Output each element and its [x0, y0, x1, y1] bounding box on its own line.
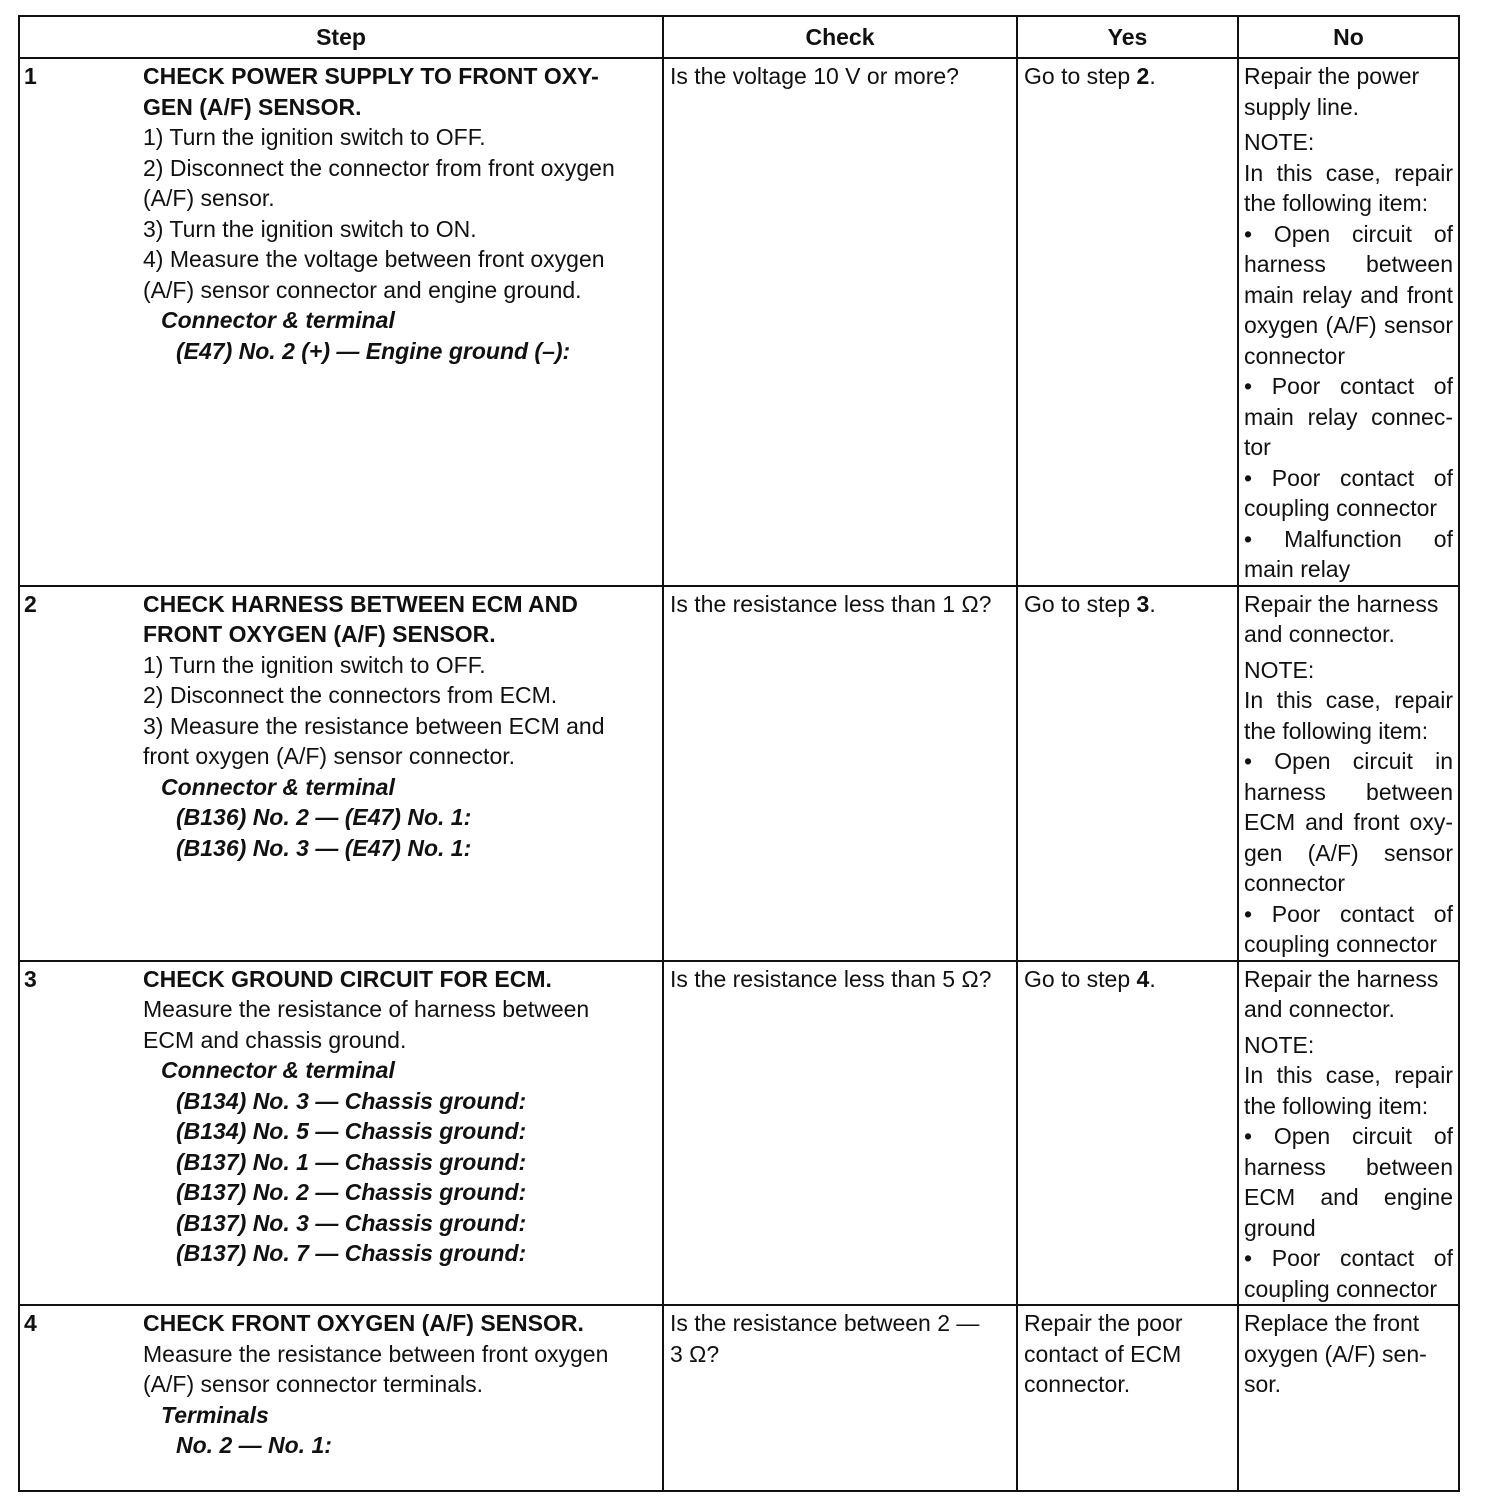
yes-text: connector.: [1024, 1371, 1131, 1397]
no-main-text: oxygen (A/F) sen-: [1244, 1340, 1427, 1367]
step-instruction: Measure the resistance between front oxygen: [143, 1340, 609, 1367]
yes-text: Go to step: [1024, 965, 1137, 992]
connector-label: Connector & terminal: [161, 1057, 395, 1083]
step-title: CHECK POWER SUPPLY TO FRONT OXY-: [143, 63, 599, 89]
check-cell: [663, 58, 1017, 586]
table-row-step-3: [19, 961, 1459, 1306]
connector-label: Connector & terminal: [161, 773, 395, 800]
header-row: [19, 16, 1459, 58]
check-question: Is the voltage 10 V or more?: [670, 63, 959, 89]
terminal-spec: (B137) No. 2 — Chassis ground:: [176, 1179, 527, 1205]
step-cell: [19, 586, 663, 961]
step-instruction: Measure the resistance of harness between: [143, 996, 590, 1022]
check-question: Is the resistance less than 1 Ω?: [670, 590, 992, 617]
no-cell: [1238, 961, 1459, 1306]
header-step: Step: [19, 16, 663, 58]
step-title: FRONT OXYGEN (A/F) SENSOR.: [143, 621, 496, 647]
note-item: • Open circuit of harness between main relay and front oxygen (A/F) sensor connector: [1244, 220, 1453, 369]
yes-cell: [1017, 58, 1238, 586]
connector-label: Connector & terminal: [161, 307, 395, 333]
no-main-text: and connector.: [1244, 996, 1395, 1022]
check-question: Is the resistance between 2 —: [670, 1310, 980, 1336]
terminal-spec: (B137) No. 1 — Chassis ground:: [176, 1148, 527, 1175]
yes-step-number: 2: [1136, 63, 1150, 89]
no-cell: [1238, 1305, 1459, 1491]
check-question: 3 Ω?: [670, 1340, 720, 1367]
note-item: • Poor contact of coupling connector: [1244, 900, 1453, 957]
step-cell: [19, 961, 663, 1306]
step-title: CHECK FRONT OXYGEN (A/F) SENSOR.: [143, 1310, 584, 1336]
terminal-spec: (B137) No. 3 — Chassis ground:: [176, 1209, 527, 1236]
step-title: GEN (A/F) SENSOR.: [143, 93, 362, 120]
no-cell: [1238, 586, 1459, 961]
step-instruction: 3) Measure the resistance between ECM and: [143, 712, 605, 739]
no-main-text: Repair the power: [1244, 63, 1420, 89]
step-number: 1: [24, 63, 37, 89]
terminal-spec: (E47) No. 2 (+) — Engine ground (–):: [176, 337, 571, 364]
header-yes: Yes: [1017, 16, 1238, 58]
no-main-text: and connector.: [1244, 621, 1395, 647]
note-item: • Poor contact of main relay connec-tor: [1244, 373, 1453, 460]
note-text: In this case, repair the following item:: [1244, 159, 1453, 216]
step-instruction: 1) Turn the ignition switch to OFF.: [143, 651, 486, 678]
header-check: Check: [663, 16, 1017, 58]
note-text: In this case, repair the following item:: [1244, 687, 1453, 744]
note-item: • Poor contact of coupling connector: [1244, 464, 1453, 521]
step-instruction: 3) Turn the ignition switch to ON.: [143, 215, 477, 242]
note-text: In this case, repair the following item:: [1244, 1062, 1453, 1119]
yes-suffix: .: [1149, 590, 1156, 617]
check-cell: [663, 1305, 1017, 1491]
yes-suffix: .: [1149, 63, 1156, 89]
no-main-text: sor.: [1244, 1371, 1282, 1397]
check-cell: [663, 961, 1017, 1306]
check-cell: [663, 586, 1017, 961]
step-cell: [19, 1305, 663, 1491]
yes-step-number: 3: [1136, 590, 1150, 617]
step-number: 2: [24, 590, 37, 617]
note-label: NOTE:: [1244, 1031, 1315, 1058]
terminal-spec: (B134) No. 3 — Chassis ground:: [176, 1087, 527, 1114]
step-instruction: (A/F) sensor connector terminals.: [143, 1371, 484, 1397]
no-main-text: Replace the front: [1244, 1310, 1420, 1336]
terminal-spec: (B137) No. 7 — Chassis ground:: [176, 1240, 527, 1266]
step-title: CHECK HARNESS BETWEEN ECM AND: [143, 590, 578, 617]
step-cell: [19, 58, 663, 586]
yes-text: Go to step: [1024, 590, 1137, 617]
table-row-step-1: [19, 58, 1459, 586]
step-instruction: 4) Measure the voltage between front oxygen: [143, 246, 605, 272]
header-no: No: [1238, 16, 1459, 58]
yes-text: Go to step: [1024, 63, 1137, 89]
terminal-spec: (B134) No. 5 — Chassis ground:: [176, 1118, 527, 1144]
terminal-spec: (B136) No. 2 — (E47) No. 1:: [176, 804, 472, 830]
table-row-step-2: [19, 586, 1459, 961]
terminal-spec: No. 2 — No. 1:: [176, 1432, 332, 1458]
yes-cell: [1017, 586, 1238, 961]
yes-step-number: 4: [1136, 965, 1150, 992]
no-cell: [1238, 58, 1459, 586]
step-instruction: 1) Turn the ignition switch to OFF.: [143, 124, 486, 150]
terminals-label: Terminals: [161, 1401, 269, 1428]
no-main-text: Repair the harness: [1244, 590, 1439, 617]
yes-suffix: .: [1149, 965, 1156, 992]
no-main-text: Repair the harness: [1244, 965, 1439, 992]
note-item: • Malfunction of main relay: [1244, 525, 1453, 582]
yes-cell: [1017, 961, 1238, 1306]
diagnostic-table: [18, 15, 1460, 1492]
step-title: CHECK GROUND CIRCUIT FOR ECM.: [143, 965, 552, 992]
note-item: • Open circuit in harness between ECM and front oxy-gen (A/F) sensor connector: [1244, 748, 1453, 896]
note-label: NOTE:: [1244, 129, 1315, 155]
yes-cell: [1017, 1305, 1238, 1491]
yes-text: contact of ECM: [1024, 1340, 1182, 1367]
step-instruction: front oxygen (A/F) sensor connector.: [143, 743, 516, 769]
no-main-text: supply line.: [1244, 93, 1360, 120]
step-instruction: 2) Disconnect the connector from front oxygen: [143, 154, 615, 181]
step-instruction: ECM and chassis ground.: [143, 1026, 407, 1053]
table-row-step-4: [19, 1305, 1459, 1491]
terminal-spec: (B136) No. 3 — (E47) No. 1:: [176, 834, 472, 861]
step-instruction: 2) Disconnect the connectors from ECM.: [143, 682, 558, 708]
note-item: • Poor contact of coupling connector: [1244, 1245, 1453, 1302]
step-number: 4: [24, 1310, 37, 1336]
step-number: 3: [24, 965, 37, 992]
yes-text: Repair the poor: [1024, 1310, 1183, 1336]
step-instruction: (A/F) sensor connector and engine ground.: [143, 276, 582, 303]
note-label: NOTE:: [1244, 656, 1315, 683]
note-item: • Open circuit of harness between ECM and engine ground: [1244, 1123, 1453, 1241]
check-question: Is the resistance less than 5 Ω?: [670, 965, 992, 992]
step-instruction: (A/F) sensor.: [143, 185, 275, 211]
